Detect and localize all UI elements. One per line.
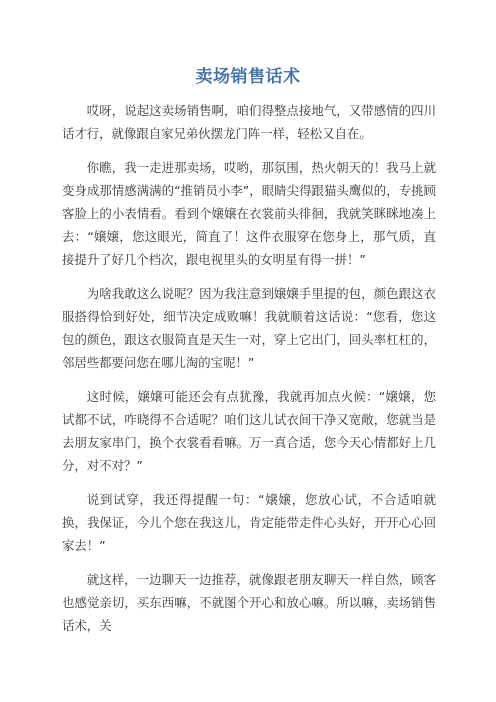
paragraph-2: 你瞧，我一走进那卖场，哎哟，那氛围，热火朝天的！我马上就变身成那情感满满的“推销员小李”，眼睛尖得跟猫头鹰似的，专挑顾客脸上的小表情看。看到个嬢嬢在衣裳前头徘徊，我就笑眯眯地凑上去：“嬢嬢，您这眼光，简直了！这件衣服穿在您身上，那气质，直接提升了好几个档次，跟电视里头的女明星有得一拼！” [62, 160, 436, 267]
paragraph-6: 就这样，一边聊天一边推荐，就像跟老朋友聊天一样自然，顾客也感觉亲切，买东西嘛，不就图个开心和放心嘛。所以嘛，卖场销售话术，关 [62, 572, 436, 633]
paragraph-4: 这时候，嬢嬢可能还会有点犹豫，我就再加点火候：“嬢嬢，您试都不试，咋晓得不合适呢？咱们这儿试衣间干净又宽敞，您就当是去朋友家串门，换个衣裳看看嘛。万一真合适，您今天心情都好上几分，对不对？” [62, 389, 436, 473]
paragraph-3: 为啥我敢这么说呢？因为我注意到嬢嬢手里提的包，颜色跟这衣服搭得恰到好处，细节决定成败嘛！我就顺着这话说：“您看，您这包的颜色，跟这衣服简直是天生一对，穿上它出门，回头率杠杠的，邻居些都要问您在哪儿淘的宝呢！” [62, 286, 436, 370]
paragraph-1: 哎呀，说起这卖场销售啊，咱们得整点接地气，又带感情的四川话才行，就像跟自家兄弟伙摆龙门阵一样，轻松又自在。 [62, 103, 436, 141]
document-body [62, 99, 436, 648]
page-title: 卖场销售话术 [195, 67, 301, 87]
paragraph-5: 说到试穿，我还得提醒一句：“嬢嬢，您放心试，不合适咱就换，我保证，今儿个您在我这儿，肯定能带走件心头好，开开心心回家去！” [62, 492, 436, 553]
